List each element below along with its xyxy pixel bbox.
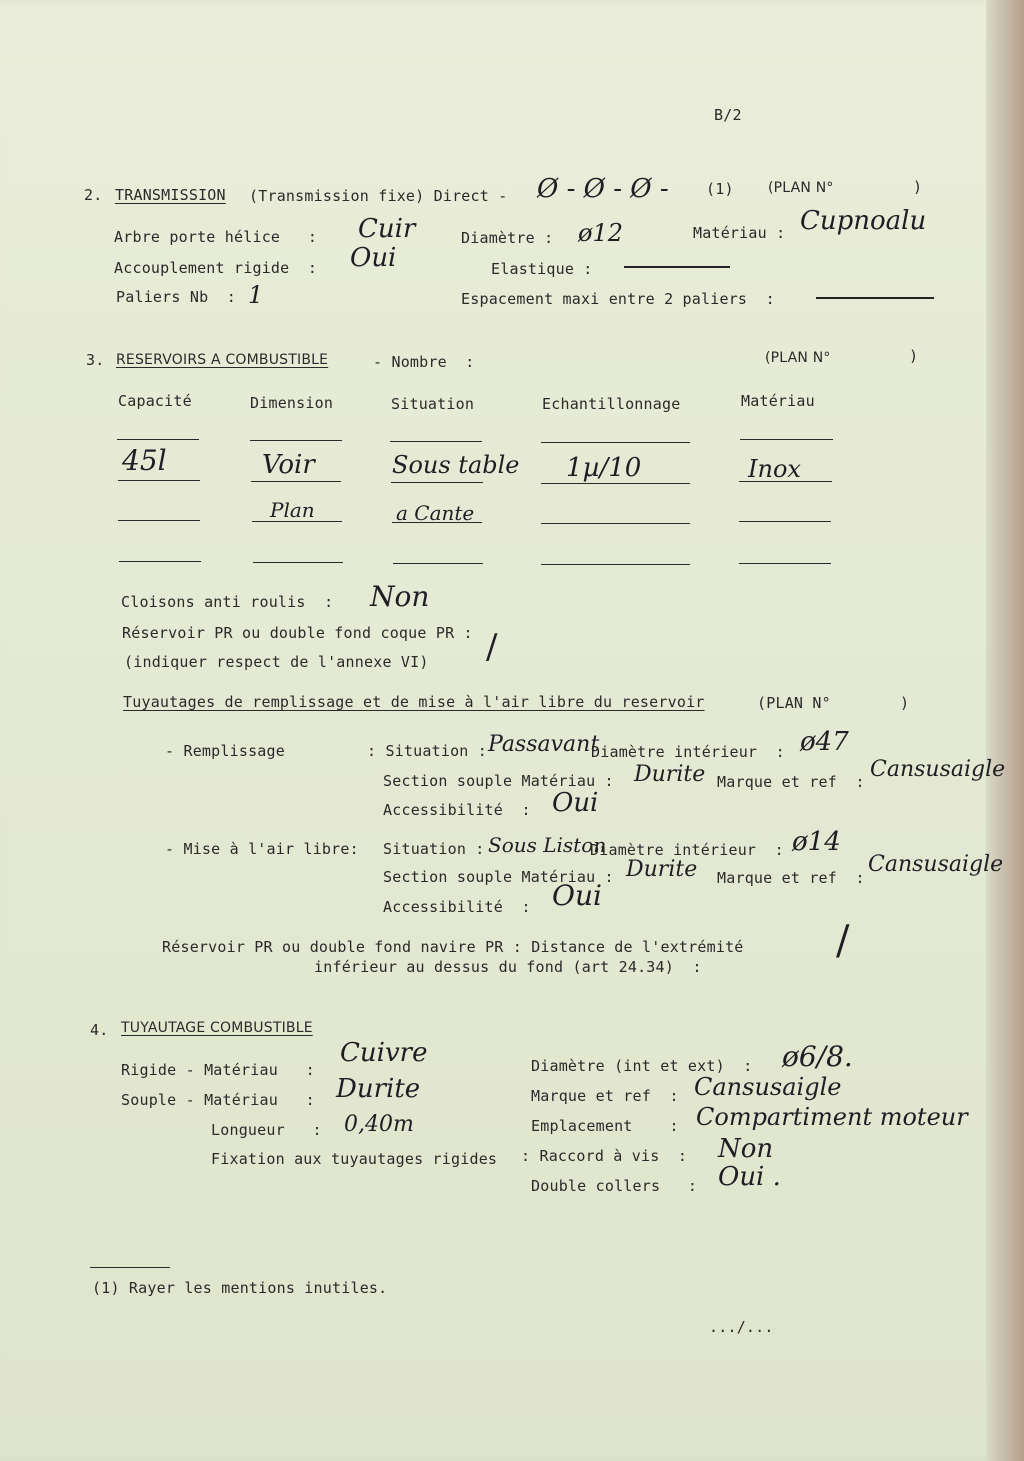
espacement-label: Espacement maxi entre 2 paliers : [461,290,775,308]
table-line [251,481,341,482]
raccord-label: : Raccord à vis : [521,1147,688,1165]
section-3-plan-close: ) [909,347,919,365]
table-line [541,483,690,484]
arbre-value: Cuir [358,214,416,244]
column-dimension: Dimension [250,394,334,412]
arbre-label: Arbre porte hélice : [114,228,318,246]
mise-air-section-label: Section souple Matériau : [383,868,614,886]
note-reference: (1) [706,180,734,198]
reservoir-pr-value: / [486,627,498,667]
table-line [393,563,483,564]
diametre-4-label: Diamètre (int et ext) : [531,1057,753,1075]
espacement-dash [816,297,934,299]
paliers-value: 1 [248,281,264,309]
table-line [541,523,690,524]
remplissage-situation-label: : Situation : [367,742,487,760]
column-materiau: Matériau [741,392,815,410]
rigide-value: Cuivre [340,1038,428,1068]
reservoir-pr-label: Réservoir PR ou double fond coque PR : [122,624,473,642]
materiau-table-value: Inox [748,455,801,483]
footnote-separator [90,1267,170,1268]
remplissage-label: - Remplissage [165,742,285,760]
mise-air-marque-value: Cansusaigle [868,852,1004,877]
navire-pr-label-2: inférieur au dessus du fond (art 24.34) : [314,958,702,976]
mise-air-marque-label: Marque et ref : [717,869,865,887]
column-echantillonnage: Echantillonnage [542,395,681,413]
longueur-value: 0,40m [344,1112,414,1137]
accouplement-value: Oui [350,243,397,273]
tuyautages-plan: (PLAN N° [757,694,831,712]
remplissage-marque-label: Marque et ref : [717,773,865,791]
remplissage-situation-value: Passavant [488,732,600,757]
page-reference: B/2 [714,106,742,124]
page-edge [986,0,1024,1461]
situation-value-1: Sous table [392,451,520,479]
cloisons-value: Non [370,580,430,613]
table-line [250,440,342,441]
remplissage-marque-value: Cansusaigle [870,757,1006,782]
capacite-value: 45l [122,444,167,477]
paliers-label: Paliers Nb : [116,288,236,306]
mise-air-situation-label: Situation : [383,840,485,858]
section-2-subtitle: (Transmission fixe) Direct - [249,187,508,205]
section-2-plan: (PLAN N° [768,180,834,196]
raccord-value: Non [718,1134,774,1164]
remplissage-access-label: Accessibilité : [383,801,531,819]
elastique-dash [624,266,730,268]
table-line [740,439,833,440]
table-line [739,521,831,522]
table-line [117,439,199,440]
remplissage-access-value: Oui [552,788,599,818]
souple-label: Souple - Matériau : [121,1091,315,1109]
colliers-value: Oui . [718,1162,781,1192]
table-line [541,442,690,443]
column-capacite: Capacité [118,392,192,410]
souple-value: Durite [336,1074,421,1104]
navire-pr-value: / [836,918,850,964]
mise-air-label: - Mise à l'air libre: [165,840,359,858]
accouplement-label: Accouplement rigide : [114,259,318,277]
table-line [739,563,831,564]
direct-handwritten: Ø - Ø - Ø - [537,174,669,204]
emplacement-value: Compartiment moteur [696,1103,968,1131]
materiau-value: Cupnoalu [800,206,927,236]
mise-air-situation-value: Sous Liston [488,833,607,857]
tuyautages-title: Tuyautages de remplissage et de mise à l'air libre du reservoir [123,693,705,711]
elastique-label: Elastique : [491,260,593,278]
diametre-label: Diamètre : [461,229,554,247]
table-line [118,480,200,481]
tuyautages-plan-close: ) [900,694,910,712]
table-line [391,482,483,483]
section-3-title: RESERVOIRS A COMBUSTIBLE [116,352,329,368]
situation-value-2: a Cante [396,501,475,525]
rigide-label: Rigide - Matériau : [121,1061,315,1079]
colliers-label: Double collers : [531,1177,698,1195]
table-line [541,564,690,565]
section-4-title: TUYAUTAGE COMBUSTIBLE [121,1020,313,1036]
column-situation: Situation [391,395,475,413]
marque-4-value: Cansusaigle [694,1073,842,1101]
footnote: (1) Rayer les mentions inutiles. [92,1279,388,1297]
section-3-nombre: - Nombre : [373,353,475,371]
mise-air-section-value: Durite [626,857,698,882]
section-2-title: TRANSMISSION [115,186,226,204]
table-line [119,561,201,562]
dimension-value-1: Voir [262,450,315,480]
materiau-label: Matériau : [693,224,786,242]
remplissage-section-value: Durite [634,762,706,787]
continuation-mark: .../... [709,1318,774,1336]
diametre-4-value: ø6/8. [782,1040,853,1073]
section-4-number: 4. [90,1021,109,1039]
section-2-plan-close: ) [913,178,923,196]
diametre-value: ø12 [578,219,623,247]
navire-pr-label: Réservoir PR ou double fond navire PR : Distance de l'extrémité [162,938,744,956]
table-line [118,520,200,521]
mise-air-diametre-label: Diamètre intérieur : [590,841,784,859]
remplissage-diametre-label: Diamètre intérieur : [591,743,785,761]
section-3-number: 3. [86,351,105,369]
mise-air-access-label: Accessibilité : [383,898,531,916]
section-2-number: 2. [84,186,103,204]
emplacement-label: Emplacement : [531,1117,679,1135]
remplissage-diametre-value: ø47 [800,727,849,757]
mise-air-diametre-value: ø14 [792,827,841,857]
remplissage-section-label: Section souple Matériau : [383,772,614,790]
fixation-label: Fixation aux tuyautages rigides [211,1150,498,1168]
reservoir-pr-note: (indiquer respect de l'annexe VI) [124,653,429,671]
section-3-plan: (PLAN N° [765,350,831,366]
mise-air-access-value: Oui [552,879,602,912]
dimension-value-2: Plan [270,498,315,522]
table-line [390,441,482,442]
marque-4-label: Marque et ref : [531,1087,679,1105]
cloisons-label: Cloisons anti roulis : [121,593,334,611]
longueur-label: Longueur : [211,1121,322,1139]
echantillonnage-value: 1µ/10 [566,453,642,483]
table-line [253,562,343,563]
